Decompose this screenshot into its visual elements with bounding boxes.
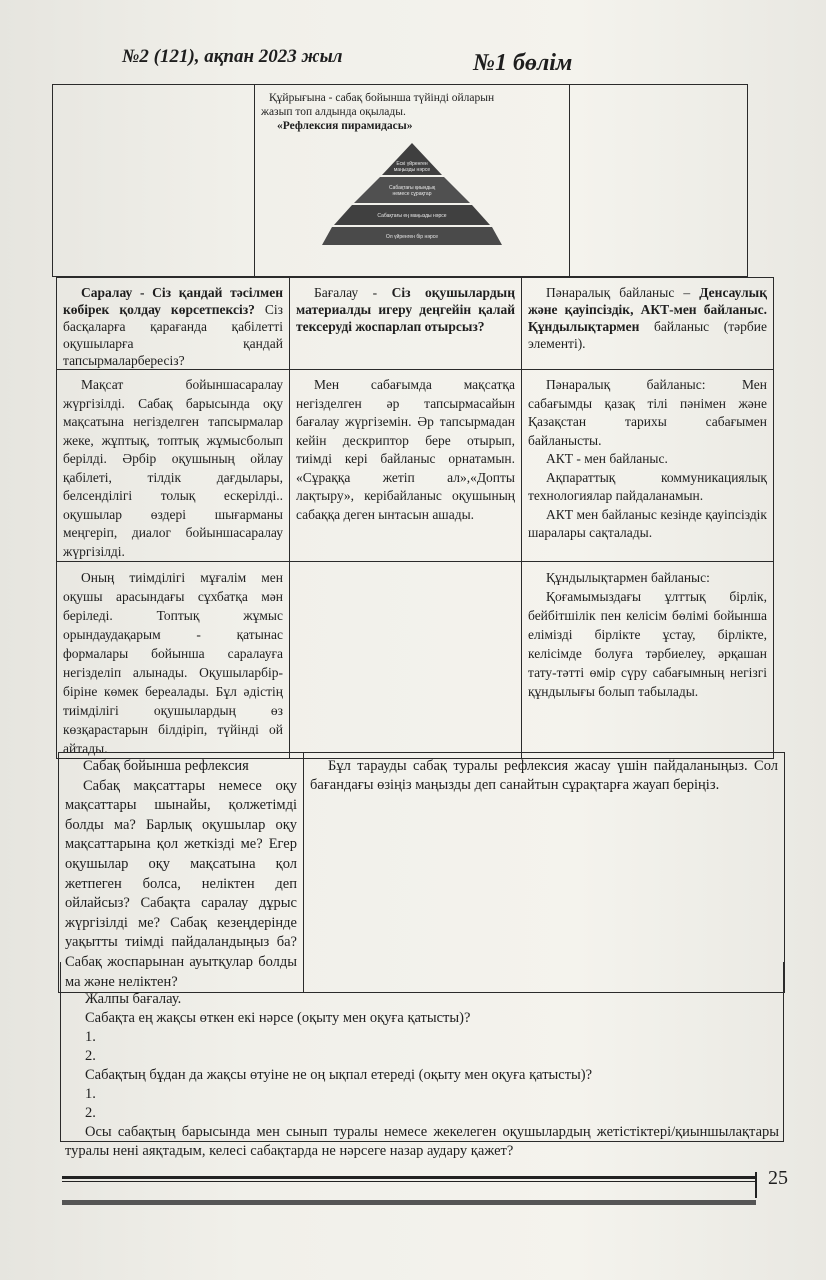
top-left-cell [53,85,255,277]
assessment-header [290,278,522,370]
general-assessment [60,962,784,1159]
body-row-1 [57,370,774,562]
q1-item-1: 1. [85,1029,96,1045]
assessment-q2: Сабақтың бұдан да жақсы өтуіне не оң ықпал етереді (оқыту мен оқуға қатысты)? [85,1067,593,1083]
footer-rule-vertical [755,1172,757,1198]
cross-p1: Пәнаралық байланыс: Мен сабағымды қазақ тілі пәнімен және Қазақстан тарихы сабағымен байланысты. [528,377,767,448]
q2-item-1: 1. [85,1086,96,1102]
cross-p3: Ақпараттық коммуникациялық технологиялар пайдаланамын. [528,469,767,503]
values-body: Қоғамымыздағы ұлттық бірлік, бейбітшілік пен келісім бөлімі бойынша елімізді бірлікте ұстау, бірлікте, келісімде болуға тәрбиелеу, әрқашан тату-тәтті өмір сүру сабағымның негізгі құндылығы болып табылады. [528,589,767,699]
diff-header-rest: Сіз басқаларға қарағанда қабілетті оқушыларға қандай тапсырмаларбересіз? [63,302,283,368]
footer-rule-thick [62,1176,756,1179]
values-title: Құндылықтармен байланыс: [546,570,710,585]
top-table [52,84,748,277]
footer-rule-thin [62,1181,756,1182]
reflection-instruction: Бұл тарауды сабақ туралы рефлексия жасау үшін пайдаланыңыз. Сол бағандағы өзіңіз маңызды деп санайтын сұрақтарға жауап беріңіз. [304,753,785,993]
pyramid-cell [255,85,570,277]
pyramid-level-2: Сабақтағы қиындық немесе сұрақтар [388,185,436,197]
issue-header: №2 (121), ақпан 2023 жыл [122,46,343,67]
cross-header-rest: байланыс (тәрбие элементі). [528,319,767,351]
pyramid-title: «Рефлексия пирамидасы» [277,120,413,132]
cross-header-bold: Денсаулық және қауіпсіздік, АКТ-мен байланыс. Құндылықтармен [528,285,767,334]
pyramid-level-1: Ескі үйренген маңызды нәрсе [393,161,431,173]
assessment-text: Мен сабағымда мақсатқа негізделген әр тапсырмасайын бағалау жүргіземін. Әр тапсырмадан кейін дескриптор бере отырып, тиімді кері байланыс орнатамын. «Сұраққа жетіп ал»,«Допты лақтыру», керібайланыс оқушының сабаққа деген ынтасын ашады. [290,370,522,562]
pyramid-level-4: Ол үйренген бір нәрсе [385,234,439,240]
differentiation-text-1: Мақсат бойыншасаралау жүргізілді. Сабақ барысында оқу мақсатына негізделген тапсырмалар жеке, жұптық, топтық жұмысболып берілді. Әрбір оқушының ойлау қабілеті, тілдік дағдылары, белсенділігі толық ескерілді.. оқушылар өздері шығарманы меңгеріп, диалог бойыншасаралау жүргізілді. [57,370,290,562]
assessment-title: Жалпы бағалау. [85,991,182,1007]
q2-item-2: 2. [85,1105,96,1121]
top-right-cell [570,85,748,277]
values-text [522,562,774,759]
diff-header-bold: Саралау - Сіз қандай тәсілмен көбірек қолдау көрсетпексіз? [63,285,283,317]
reflection-table [58,752,785,993]
pyramid-level-3: Сабақтағы ең маңызды нәрсе [377,213,447,219]
planning-table [56,277,774,759]
reflection-title: Сабақ бойынша рефлексия [83,758,249,774]
top-line-1: Құйрығына - сабақ бойынша түйінді ойларын [269,92,495,104]
empty-assessment-cell [290,562,522,759]
reflection-pyramid [322,141,502,249]
q1-item-2: 2. [85,1048,96,1064]
cross-p2: АКТ - мен байланыс. [546,451,668,466]
body-row-2 [57,562,774,759]
cross-header-plain: Пәнаралық байланыс – [546,285,700,300]
page-number: 25 [768,1167,788,1189]
top-line-2: жазып топ алдында оқылады. [261,106,406,118]
differentiation-header [57,278,290,370]
footer-rule-bottom [62,1200,756,1205]
assess-header-bold: Сіз оқушылардың материалды игеру деңгейін қалай тексеруді жоспарлап отырсыз? [296,285,515,334]
reflection-questions-cell [59,753,304,993]
reflection-questions: Сабақ мақсаттары немесе оқу мақсаттары шынайы, қолжетімді болды ма? Барлық оқушылар оқу мақсаттарына қол жеткізді ме? Егер оқушылар оқу мақсатына қол жетпеген болса, неліктен деп ойлайсыз? Сабақта саралау дұрыс жүргізілді ме? Сабақ кезеңдерінде уақытты тиімді пайдаландыңыз ба? Сабақ жоспарынан ауытқулар болды ма және неліктен? [65,777,297,990]
differentiation-text-2: Оның тиімділігі мұғалім мен оқушы арасындағы сұхбатқа мән беріледі. Топтық жұмыс орындаудақарым - қатынас формалары бойынша саралауға негізделіп алынады. Оқушыларбір-біріне көмек береалады. Бұл әдістің тиімділігі оқушылардың өз көзқарастарын білдіріп, түйінді ой айтады. [57,562,290,759]
assess-header-plain: Бағалау - [314,285,392,300]
assessment-q3: Осы сабақтың барысында мен сынып туралы немесе жекелеген оқушылардың жетістіктері/қиыншылақтары туралы нені аяқтадым, келесі сабақтарда не нәрсеге назар аудару қажет? [65,1124,779,1159]
cross-p4: АКТ мен байланыс кезінде қауіпсіздік шаралары сақталады. [528,506,767,540]
section-header: №1 бөлім [473,50,573,76]
headers-row [57,278,774,370]
assessment-q1: Сабақта ең жақсы өткен екі нәрсе (оқыту мен оқуға қатысты)? [85,1010,471,1026]
crosscurricular-header [522,278,774,370]
crosscurricular-text [522,370,774,562]
